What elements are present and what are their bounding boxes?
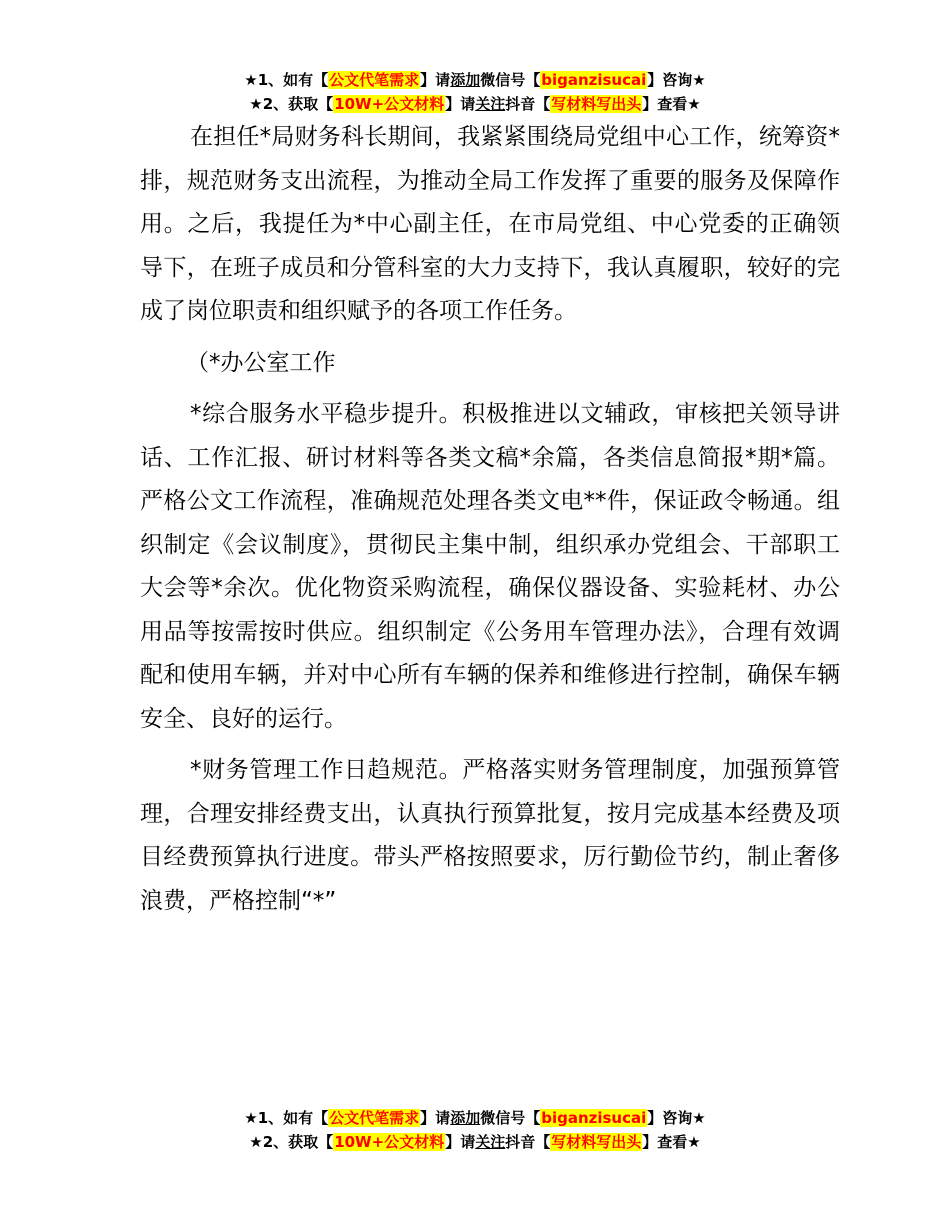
- paragraph-service: *综合服务水平稳步提升。积极推进以文辅政，审核把关领导讲话、工作汇报、研讨材料等各类文稿*余篇，各类信息简报*期*篇。严格公文工作流程，准确规范处理各类文电**件，保证政令畅通。组织制定《会议制度》，贯彻民主集中制，组织承办党组会、干部职工大会等*余次。优化物资采购流程，确保仪器设备、实验耗材、办公用品等按需按时供应。组织制定《公务用车管理办法》，合理有效调配和使用车辆，并对中心所有车辆的保养和维修进行控制，确保车辆安全、良好的运行。: [140, 401, 841, 732]
- banner-highlight: biganzisucai: [541, 1109, 647, 1127]
- section-heading: （*办公室工作: [186, 349, 336, 376]
- banner-text: ★2、获取【: [249, 1133, 334, 1151]
- banner-text: 】咨询★: [647, 71, 706, 89]
- banner-underline-text: 添加: [450, 1109, 481, 1127]
- paragraph-intro: 在担任*局财务科长期间，我紧紧围绕局党组中心工作，统筹资*排，规范财务支出流程，为推动全局工作发挥了重要的服务及保障作用。之后，我提任为*中心副主任，在市局党组、中心党委的正确领导下，在班子成员和分管科室的大力支持下，我认真履职，较好的完成了岗位职责和组织赋予的各项工作任务。: [140, 124, 840, 324]
- banner-text: ★2、获取【: [249, 95, 334, 113]
- banner-underline-text: 关注: [475, 95, 506, 113]
- banner-highlight: biganzisucai: [541, 71, 647, 89]
- header-banner: [0, 68, 950, 116]
- banner-underline-text: 添加: [450, 71, 481, 89]
- banner-highlight: 10W+公文材料: [334, 95, 445, 113]
- banner-line-1: [0, 1106, 950, 1130]
- banner-text: 】请: [420, 1109, 451, 1127]
- banner-text: 】请: [445, 1133, 476, 1151]
- banner-line-1: [0, 68, 950, 92]
- banner-text: 】咨询★: [647, 1109, 706, 1127]
- banner-highlight: 写材料写出头: [551, 1133, 642, 1151]
- banner-text: 微信号【: [480, 71, 541, 89]
- banner-text: 微信号【: [480, 1109, 541, 1127]
- banner-highlight: 公文代笔需求: [329, 1109, 420, 1127]
- banner-highlight: 写材料写出头: [551, 95, 642, 113]
- banner-text: 】请: [445, 95, 476, 113]
- document-body: [140, 116, 840, 931]
- banner-text: 】查看★: [642, 1133, 701, 1151]
- banner-underline-text: 关注: [475, 1133, 506, 1151]
- paragraph-finance: *财务管理工作日趋规范。严格落实财务管理制度，加强预算管理，合理安排经费支出，认真执行预算批复，按月完成基本经费及项目经费预算执行进度。带头严格按照要求，厉行勤俭节约，制止奢侈浪费，严格控制“*”: [140, 757, 840, 914]
- footer-banner: [0, 1106, 950, 1154]
- banner-line-2: [0, 92, 950, 116]
- banner-text: 抖音【: [505, 95, 551, 113]
- banner-highlight: 10W+公文材料: [334, 1133, 445, 1151]
- banner-highlight: 公文代笔需求: [329, 71, 420, 89]
- banner-text: 】请: [420, 71, 451, 89]
- banner-line-2: [0, 1130, 950, 1154]
- banner-text: 】查看★: [642, 95, 701, 113]
- banner-text: 抖音【: [505, 1133, 551, 1151]
- banner-text: ★1、如有【: [244, 1109, 329, 1127]
- banner-text: ★1、如有【: [244, 71, 329, 89]
